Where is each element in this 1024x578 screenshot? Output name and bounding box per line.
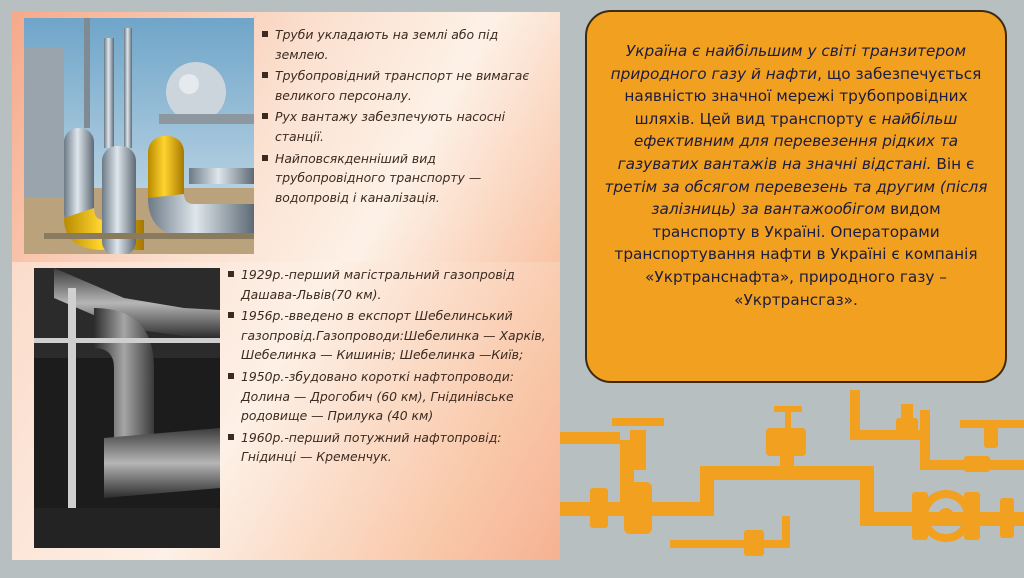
callout-emphasis: Україна є найбільшим у світі транзитером природного газу й нафти (610, 42, 967, 83)
callout-text-part: , що забезпечується наявністю значної мережі трубопровідних шляхів. Цей вид транспорту є (624, 64, 982, 128)
list-item: 1960р.-перший потужний нафтопровід: Гнідинці — Кременчук. (228, 428, 554, 467)
list-item: 1929р.-перший магістральний газопровід Дашава-Львів(70 км). (228, 265, 554, 304)
callout-emphasis: найбільш ефективним для перевезення рідких та газуватих вантажів на значні відстані. (617, 109, 959, 173)
list-item: Трубопровідний транспорт не вимагає великого персоналу. (262, 66, 550, 105)
pipeline-facts-list (262, 25, 550, 209)
list-item: Найповсякденніший вид трубопровідного транспорту — водопровід і каналізація. (262, 149, 550, 208)
list-item: Рух вантажу забезпечують насосні станції. (262, 107, 550, 146)
callout-text-part: видом транспорту в Україні. Операторами транспортування нафти в Україні є компанія «Укртранснафта», природного газу – «Укртрансгаз». (614, 200, 978, 309)
callout-emphasis: третім за обсягом перевезень та другим (після залізниць) за вантажообігом (604, 177, 988, 219)
list-item: 1956р.-введено в експорт Шебелинський газопровід.Газопроводи:Шебелинка — Харків, Шебелинка — Кишинів; Шебелинка —Київ; (228, 306, 554, 365)
list-item: Труби укладають на землі або під землею. (262, 25, 550, 64)
callout-text (604, 40, 988, 311)
callout-text-part: Він є (931, 154, 975, 173)
pipeline-photo-grey (34, 268, 220, 548)
pipeline-photo-colored (24, 18, 254, 254)
pipeline-history-list (228, 265, 554, 469)
list-item: 1950р.-збудовано короткі нафтопроводи: Долина — Дрогобич (60 км), Гнідинівське родовище — Прилука (40 км) (228, 367, 554, 426)
pipe-network-illustration (560, 380, 1024, 574)
